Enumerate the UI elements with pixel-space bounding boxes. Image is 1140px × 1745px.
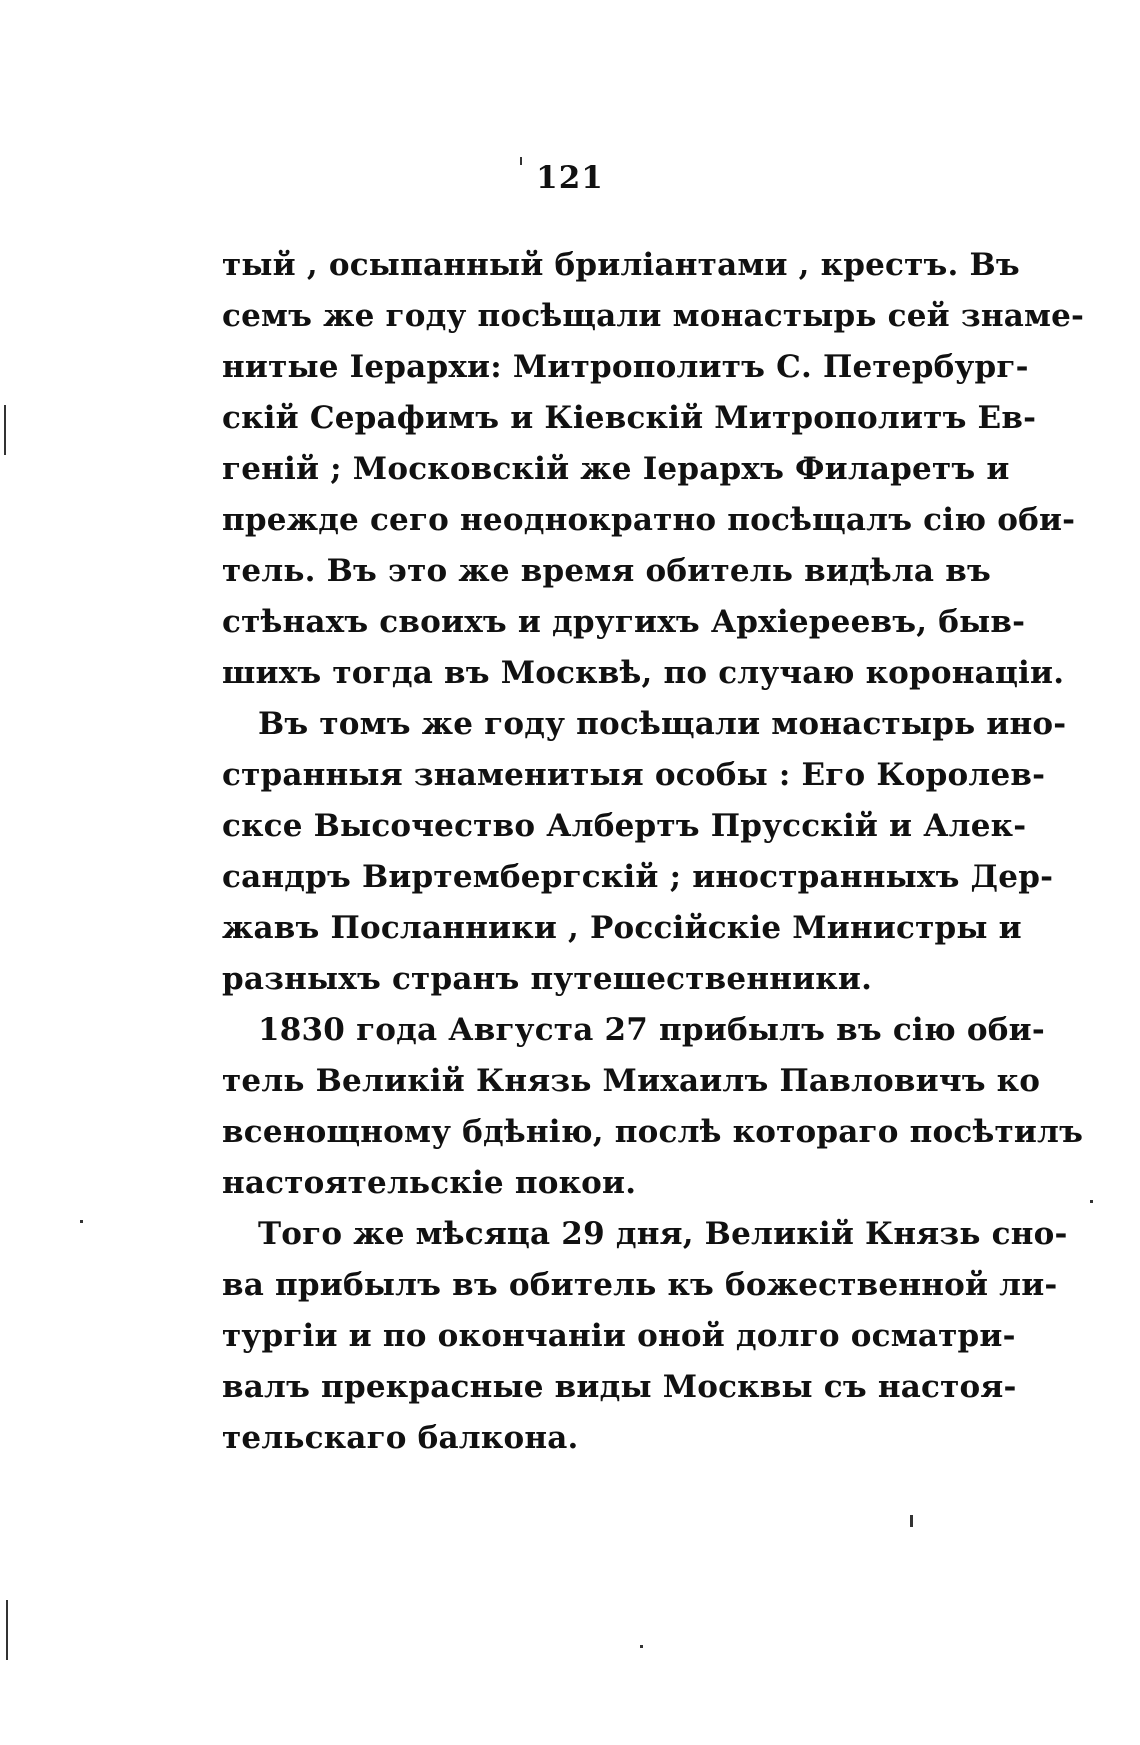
text-line: шихъ тогда въ Москвѣ, по случаю коронаціи. <box>222 655 1065 691</box>
page-number: 121 <box>536 160 604 196</box>
body-text <box>222 240 1085 1464</box>
text-line: ва прибылъ въ обитель къ божественной ли- <box>222 1267 1058 1303</box>
scan-speck <box>640 1645 643 1648</box>
text-line: тый , осыпанный бриліантами , крестъ. Въ <box>222 247 1020 283</box>
scan-speck <box>1090 1200 1093 1203</box>
scan-speck <box>80 1220 83 1223</box>
text-line: странныя знаменитыя особы : Его Королев- <box>222 757 1046 793</box>
text-line: разныхъ странъ путешественники. <box>222 961 873 997</box>
scan-speck <box>4 405 6 455</box>
text-line: Того же мѣсяца 29 дня, Великій Князь сно- <box>258 1216 1068 1252</box>
text-line: валъ прекрасные виды Москвы съ настоя- <box>222 1369 1017 1405</box>
text-line: геній ; Московскій же Іерархъ Филаретъ и <box>222 451 1010 487</box>
text-line: тель Великій Князь Михаилъ Павловичъ ко <box>222 1063 1041 1099</box>
text-line: всенощному бдѣнію, послѣ котораго посѣтилъ <box>222 1114 1084 1150</box>
text-line: скcе Высочество Албертъ Прусскій и Алек- <box>222 808 1027 844</box>
text-line: стѣнахъ своихъ и другихъ Архіереевъ, быв- <box>222 604 1026 640</box>
text-line: жавъ Посланники , Россійскіе Министры и <box>222 910 1022 946</box>
scan-speck <box>6 1600 8 1660</box>
text-line: нитые Іерархи: Митрополитъ С. Петербург- <box>222 349 1029 385</box>
text-line: тель. Въ это же время обитель видѣла въ <box>222 553 991 589</box>
text-line: скій Серафимъ и Кіевскій Митрополитъ Ев- <box>222 400 1037 436</box>
text-line: прежде сего неоднократно посѣщалъ сію оби- <box>222 502 1076 538</box>
text-line: семъ же году посѣщали монастырь сей знаме- <box>222 298 1085 334</box>
text-line: тургіи и по окончаніи оной долго осматри- <box>222 1318 1016 1354</box>
scan-speck <box>910 1515 913 1527</box>
text-line: 1830 года Августа 27 прибылъ въ сію оби- <box>258 1012 1045 1048</box>
text-line: настоятельскіе покои. <box>222 1165 637 1201</box>
scan-speck <box>520 157 522 165</box>
text-line: Въ томъ же году посѣщали монастырь ино- <box>258 706 1067 742</box>
text-line: тельскаго балкона. <box>222 1420 579 1456</box>
text-line: сандръ Виртембергскій ; иностранныхъ Дер- <box>222 859 1054 895</box>
